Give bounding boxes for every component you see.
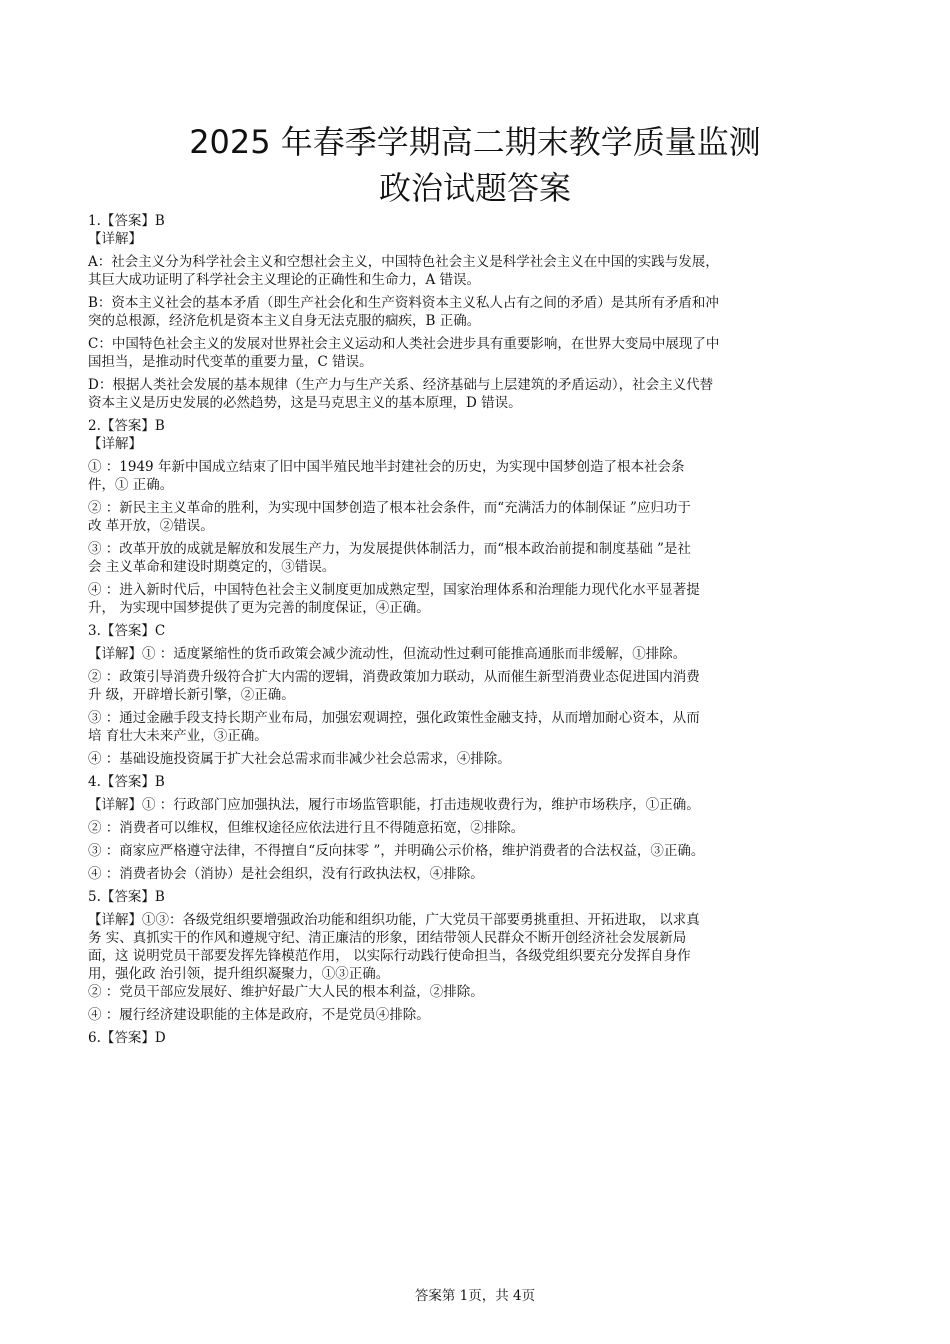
text-line: 用，强化政 治引领，提升组织凝聚力，①③正确。 (88, 966, 390, 982)
text-line: 【详解】① ：适度紧缩性的货币政策会减少流动性，但流动性过剩可能推高通胀而非缓解，①排除。 (88, 646, 687, 662)
text-line: 会 主义革命和建设时期奠定的，③错误。 (88, 559, 336, 575)
text-line: 培 育壮大未来产业，③正确。 (88, 728, 268, 744)
text-line: 1.【答案】B (88, 213, 165, 229)
text-line: 5.【答案】B (88, 889, 165, 905)
text-line: 【详解】 (88, 231, 142, 247)
text-line: 【详解】 (88, 436, 142, 452)
text-line: ① ：1949 年新中国成立结束了旧中国半殖民地半封建社会的历史，为实现中国梦创造了根本社会条 (88, 459, 685, 475)
text-line: ② ：政策引导消费升级符合扩大内需的逻辑，消费政策加力联动，从而催生新型消费业态促进国内消费 (88, 669, 700, 685)
text-line: ④ ：基础设施投资属于扩大社会总需求而非减少社会总需求，④排除。 (88, 751, 511, 767)
text-line: ② ：新民主主义革命的胜利，为实现中国梦创造了根本社会条件，而“充满活力的体制保证 ”应归功于 (88, 500, 691, 516)
text-line: ④ ：进入新时代后，中国特色社会主义制度更加成熟定型，国家治理体系和治理能力现代化水平显著提 (88, 582, 700, 598)
text-line: ② ：党员干部应发展好、维护好最广大人民的根本利益，②排除。 (88, 984, 484, 1000)
document-title: 2025 年春季学期高二期末教学质量监测 (189, 123, 761, 161)
text-line: 2.【答案】B (88, 418, 165, 434)
text-line: ③ ：商家应严格遵守法律，不得擅自“反向抹零 ”，并明确公示价格，维护消费者的合法权益，③正确。 (88, 843, 705, 859)
text-line: ③ ：改革开放的成就是解放和发展生产力，为发展提供体制活力，而“根本政治前提和制度基础 ”是社 (88, 541, 691, 557)
page-footer: 答案第 1页，共 4页 (414, 1288, 536, 1304)
text-line: 【详解】①③：各级党组织要增强政治功能和组织功能，广大党员干部要勇挑重担、开拓进取， 以求真 (88, 912, 700, 928)
text-line: 升 级，开辟增长新引擎，②正确。 (88, 687, 295, 703)
text-line: 改 革开放，②错误。 (88, 518, 214, 534)
text-line: 突的总根源，经济危机是资本主义自身无法克服的痼疾，B 正确。 (88, 313, 481, 329)
answer-content (88, 212, 868, 1047)
text-line: 4.【答案】B (88, 774, 165, 790)
text-line: ④ ：消费者协会（消协）是社会组织，没有行政执法权，④排除。 (88, 866, 484, 882)
text-line: 升， 为实现中国梦提供了更为完善的制度保证，④正确。 (88, 600, 430, 616)
text-line: 国担当，是推动时代变革的重要力量，C 错误。 (88, 354, 373, 370)
text-line: 3.【答案】C (88, 623, 166, 639)
text-line: 面，这 说明党员干部要发挥先锋模范作用， 以实际行动践行使命担当，各级党组织要充分发挥自身作 (88, 948, 691, 964)
text-line: 其巨大成功证明了科学社会主义理论的正确性和生命力，A 错误。 (88, 272, 481, 288)
text-line: ② ：消费者可以维权，但维权途径应依法进行且不得随意拓宽，②排除。 (88, 820, 525, 836)
text-line: ③ ：通过金融手段支持长期产业布局，加强宏观调控，强化政策性金融支持，从而增加耐心资本，从而 (88, 710, 700, 726)
text-line: A：社会主义分为科学社会主义和空想社会主义，中国特色社会主义是科学社会主义在中国的实践与发展， (88, 254, 719, 270)
document-subtitle: 政治试题答案 (378, 169, 571, 207)
text-line: C：中国特色社会主义的发展对世界社会主义运动和人类社会进步具有重要影响，在世界大变局中展现了中 (88, 336, 720, 352)
text-line: 6.【答案】D (88, 1030, 166, 1046)
text-line: 务 实、真抓实干的作风和遵规守纪、清正廉洁的形象，团结带领人民群众不断开创经济社会发展新局 (88, 930, 687, 946)
text-line: 件，① 正确。 (88, 477, 174, 493)
text-line: 资本主义是历史发展的必然趋势，这是马克思主义的基本原理，D 错误。 (88, 395, 522, 411)
text-line: D：根据人类社会发展的基本规律（生产力与生产关系、经济基础与上层建筑的矛盾运动），社会主义代替 (88, 377, 714, 393)
text-line: 【详解】① ：行政部门应加强执法，履行市场监管职能，打击违规收费行为，维护市场秩序，①正确。 (88, 797, 700, 813)
text-line: ④ ：履行经济建设职能的主体是政府，不是党员④排除。 (88, 1007, 430, 1023)
text-line: B：资本主义社会的基本矛盾（即生产社会化和生产资料资本主义私人占有之间的矛盾）是其所有矛盾和冲 (88, 295, 719, 311)
